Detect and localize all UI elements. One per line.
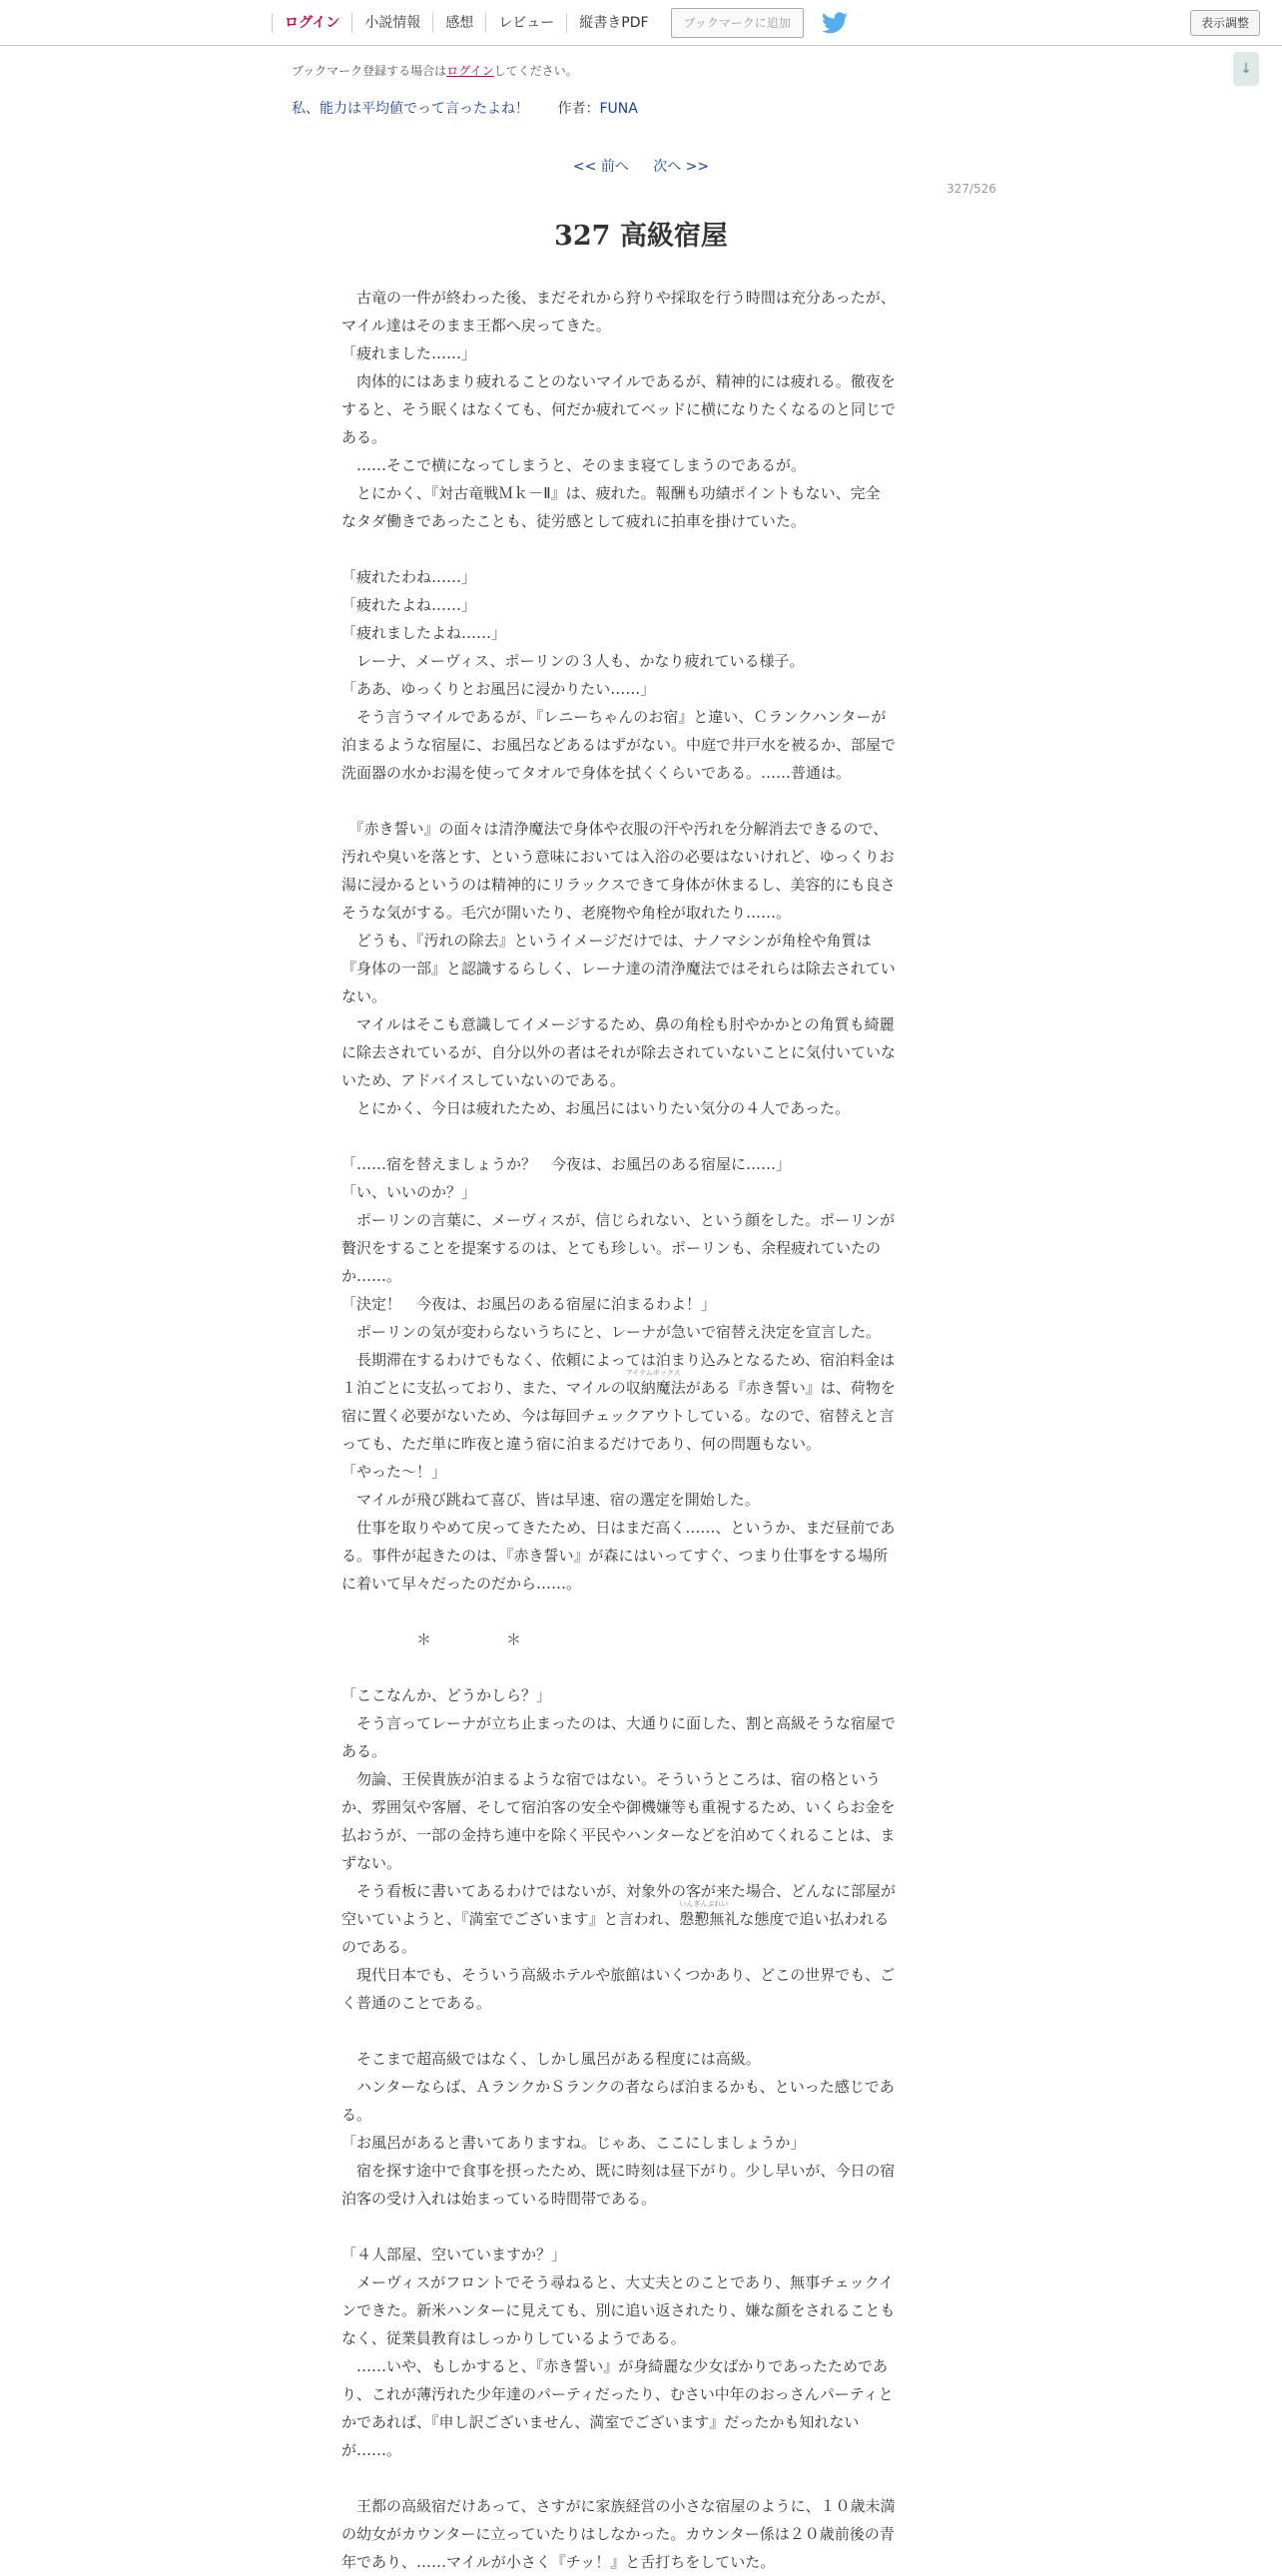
body-line: マイル達はそのまま王都へ戻ってきた。 [341, 317, 611, 334]
top-navigation-bar [0, 0, 1282, 46]
body-line: なく、従業員教育はしっかりしているようである。 [341, 2329, 686, 2347]
body-line [341, 535, 941, 563]
body-line: 『赤き誓い』の面々は清浄魔法で身体や衣服の汗や汚れを分解消去できるので、 [341, 820, 889, 838]
nav-novel-info-link[interactable]: 小説情報 [352, 13, 433, 33]
ruby-text: アイテムボックス [625, 1369, 681, 1377]
body-line: 現代日本でも、そういう高級ホテルや旅館はいくつかあり、どこの世界でも、ご [341, 1966, 896, 1984]
body-line: そう看板に書いてあるわけではないが、対象外の客が来た場合、どんなに部屋が [341, 1882, 897, 1900]
body-line: 空いていようと、『満室でございます』と言われ、慇懃無礼 いんぎんぶれい な態度で追い払われる [341, 1900, 890, 1928]
login-note-suffix: してください。 [493, 64, 578, 78]
body-line: なタダ働きであったことも、徒労感として疲れに拍車を掛けていた。 [341, 512, 806, 530]
body-line: のである。 [341, 1938, 417, 1956]
bookmark-login-note [292, 62, 578, 79]
body-line: ある。 [341, 1742, 387, 1760]
body-line: かであれば、『申し訳ございません、満室でございます』だったかも知れない [341, 2413, 860, 2431]
body-line: く普通のことである。 [341, 1994, 492, 2012]
body-line: に着いて早々だったのだから……。 [341, 1575, 582, 1593]
body-line: メーヴィスがフロントでそう尋ねると、大丈夫とのことであり、無事チェックイ [341, 2273, 894, 2291]
body-line [341, 2213, 941, 2241]
body-line: 「決定！ 今夜は、お風呂のある宿屋に泊まるわよ！」 [341, 1295, 717, 1313]
nav-review-link[interactable]: レビュー [486, 13, 567, 33]
nav-login-link[interactable]: ログイン [272, 13, 352, 33]
body-line: 『身体の一部』と認識するらしく、レーナ達の清浄魔法ではそれらは除去されてい [341, 960, 896, 977]
prev-page-link[interactable]: << 前へ [572, 159, 629, 175]
body-line: そう言うマイルであるが、『レニーちゃんのお宿』と違い、Ｃランクハンターが [341, 708, 887, 726]
body-line [341, 2464, 941, 2492]
body-line: か、雰囲気や客層、そして宿泊客の安全や御機嫌等も重視するため、いくらお金を [341, 1798, 896, 1816]
body-line: ンできた。新米ハンターに見えても、別に追い返されたり、嫌な顔をされることも [341, 2301, 896, 2319]
body-line: る。 [341, 2106, 372, 2124]
body-line: 肉体的にはあまり疲れることのないマイルであるが、精神的には疲れる。徹夜を [341, 372, 896, 390]
body-line: 「疲れましたよね……」 [341, 624, 507, 642]
body-line: ＊ ＊ [341, 1630, 522, 1648]
nav-menu [272, 0, 848, 46]
body-line: すると、そう眠くはなくても、何だか疲れてベッドに横になりたくなるのと同じで [341, 400, 897, 418]
body-line: 王都の高級宿だけあって、さすがに家族経営の小さな宿屋のように、１０歳未満 [341, 2497, 896, 2515]
body-line: か……。 [341, 1267, 402, 1285]
next-page-link[interactable]: 次へ >> [653, 159, 710, 175]
body-line: 贅沢をすることを提案するのは、とても珍しい。ポーリンも、余程疲れていたの [341, 1239, 882, 1257]
body-line: 「い、いいのか？」 [341, 1183, 477, 1201]
body-line: る。事件が起きたのは、『赤き誓い』が森にはいってすぐ、つまり仕事をする場所 [341, 1547, 889, 1565]
body-line: ハンターならば、ＡランクかＳランクの者ならば泊まるかも、といった感じであ [341, 2078, 895, 2096]
body-line: 長期滞在するわけでもなく、依頼によっては泊まり込みとなるため、宿泊料金は [341, 1351, 896, 1369]
display-settings-button[interactable]: 表示調整 [1190, 10, 1260, 36]
body-line: の幼女がカウンターに立っていたりはしなかった。カウンター係は２０歳前後の青 [341, 2525, 895, 2543]
body-line: 宿を探す途中で食事を摂ったため、既に時刻は昼下がり。少し早いが、今日の宿 [341, 2162, 896, 2180]
ruby-text: いんぎんぶれい [679, 1900, 729, 1908]
body-line: 「ああ、ゆっくりとお風呂に浸かりたい……」 [341, 680, 656, 698]
login-note-prefix: ブックマーク登録する場合は [292, 64, 447, 78]
chapter-title: 327 高級宿屋 [554, 221, 728, 252]
body-line: １泊ごとに支払っており、また、マイルの収納魔法 アイテムボックス がある『赤き誓い』は、荷物を [341, 1369, 896, 1397]
pager [0, 156, 1282, 176]
body-line: ……いや、もしかすると、『赤き誓い』が身綺麗な少女ばかりであったためであ [341, 2357, 889, 2375]
chapter-body [341, 284, 941, 2576]
body-line: 払おうが、一部の金持ち連中を除く平民やハンターなどを泊めてくれることは、ま [341, 1826, 896, 1844]
body-line: 泊客の受け入れは始まっている時間帯である。 [341, 2190, 657, 2208]
login-note-link[interactable]: ログイン [446, 64, 494, 78]
body-line: 洗面器の水かお湯を使ってタオルで身体を拭くくらいである。……普通は。 [341, 764, 852, 782]
body-line: そこまで超高級ではなく、しかし風呂がある程度には高級。 [341, 2050, 761, 2068]
body-line: 汚れや臭いを落とす、という意味においては入浴の必要はないけれど、ゆっくりお [341, 848, 895, 866]
body-line: どうも、『汚れの除去』というイメージだけでは、ナノマシンが角栓や角質は [341, 932, 872, 950]
body-line [341, 787, 941, 815]
body-line: 「疲れたわね……」 [341, 568, 477, 586]
scroll-down-arrow-icon[interactable]: ↓ [1233, 52, 1259, 86]
body-line: いため、アドバイスしていないのである。 [341, 1071, 625, 1089]
nav-impressions-link[interactable]: 感想 [433, 13, 486, 33]
body-line: に除去されているが、自分以外の者はそれが除去されていないことに気付いていな [341, 1043, 897, 1061]
body-line: ポーリンの言葉に、メーヴィスが、信じられない、という顔をした。ポーリンが [341, 1211, 896, 1229]
body-line: ない。 [341, 987, 387, 1005]
body-line: 「４人部屋、空いていますか？」 [341, 2246, 567, 2263]
body-line: とにかく、『対古竜戦Ｍｋ－Ⅱ』は、疲れた。報酬も功績ポイントもない、完全 [341, 484, 881, 502]
body-line: 「……宿を替えましょうか？ 今夜は、お風呂のある宿屋に……」 [341, 1155, 792, 1173]
body-line: 古竜の一件が終わった後、まだそれから狩りや採取を行う時間は充分あったが、 [341, 289, 896, 307]
body-line: 「疲れました……」 [341, 344, 477, 362]
author-link[interactable]: FUNA [599, 101, 638, 117]
body-line: ずない。 [341, 1854, 402, 1872]
body-line: ……そこで横になってしまうと、そのまま寝てしまうのであるが。 [341, 456, 807, 474]
novel-header [292, 98, 638, 118]
body-line: 「疲れたよね……」 [341, 596, 477, 614]
body-line: り、これが薄汚れた少年達のパーティだったり、むさい中年のおっさんパーティと [341, 2385, 894, 2403]
ruby-base: 収納魔法 アイテムボックス [625, 1369, 686, 1397]
body-line: 「ここなんか、どうかしら？」 [341, 1686, 552, 1704]
add-bookmark-button[interactable]: ブックマークに追加 [671, 8, 804, 38]
body-line: マイルが飛び跳ねて喜び、皆は早速、宿の選定を開始した。 [341, 1491, 760, 1509]
body-line: 泊まるような宿屋に、お風呂などあるはずがない。中庭で井戸水を被るか、部屋で [341, 736, 897, 754]
body-line: ある。 [341, 428, 387, 446]
body-line: そう言ってレーナが立ち止まったのは、大通りに面した、割と高級そうな宿屋で [341, 1714, 897, 1732]
body-line [341, 1653, 941, 1681]
body-line: が……。 [341, 2441, 402, 2459]
author-label: 作者： [557, 101, 600, 117]
body-line: 湯に浸かるというのは精神的にリラックスできて身体が休まるし、美容的にも良さ [341, 876, 896, 894]
body-line [341, 1598, 941, 1625]
body-line: そうな気がする。毛穴が開いたり、老廃物や角栓が取れたり……。 [341, 904, 792, 922]
nav-vertical-pdf-link[interactable]: 縦書きPDF [579, 15, 649, 31]
body-line: 「お風呂があると書いてありますね。じゃあ、ここにしましょうか」 [341, 2134, 806, 2152]
novel-title-link[interactable]: 私、能力は平均値でって言ったよね！ [292, 101, 529, 117]
body-line: 仕事を取りやめて戻ってきたため、日はまだ高く……、というか、まだ昼前であ [341, 1519, 896, 1537]
body-line: マイルはそこも意識してイメージするため、鼻の角栓も肘やかかとの角質も綺麗 [341, 1015, 895, 1033]
body-line: レーナ、メーヴィス、ポーリンの３人も、かなり疲れている様子。 [341, 652, 805, 670]
body-line: 勿論、王侯貴族が泊まるような宿ではない。そういうところは、宿の格という [341, 1770, 882, 1788]
body-line [341, 2017, 941, 2045]
body-line: っても、ただ単に昨夜と違う宿に泊まるだけであり、何の問題もない。 [341, 1435, 822, 1453]
body-line: 宿に置く必要がないため、今は毎回チェックアウトしている。なので、宿替えと言 [341, 1407, 895, 1425]
twitter-icon[interactable] [822, 12, 848, 34]
body-line [341, 1122, 941, 1150]
body-line: とにかく、今日は疲れたため、お風呂にはいりたい気分の４人であった。 [341, 1099, 850, 1117]
body-line: 年であり、……マイルが小さく『チッ！』と舌打ちをしていた。 [341, 2553, 776, 2571]
body-line: ポーリンの気が変わらないうちにと、レーナが急いで宿替え決定を宣言した。 [341, 1323, 882, 1341]
page-number: 327/526 [947, 182, 996, 196]
body-line: 「やった～！」 [341, 1463, 447, 1481]
ruby-base: 慇懃無礼 いんぎんぶれい [679, 1900, 740, 1928]
